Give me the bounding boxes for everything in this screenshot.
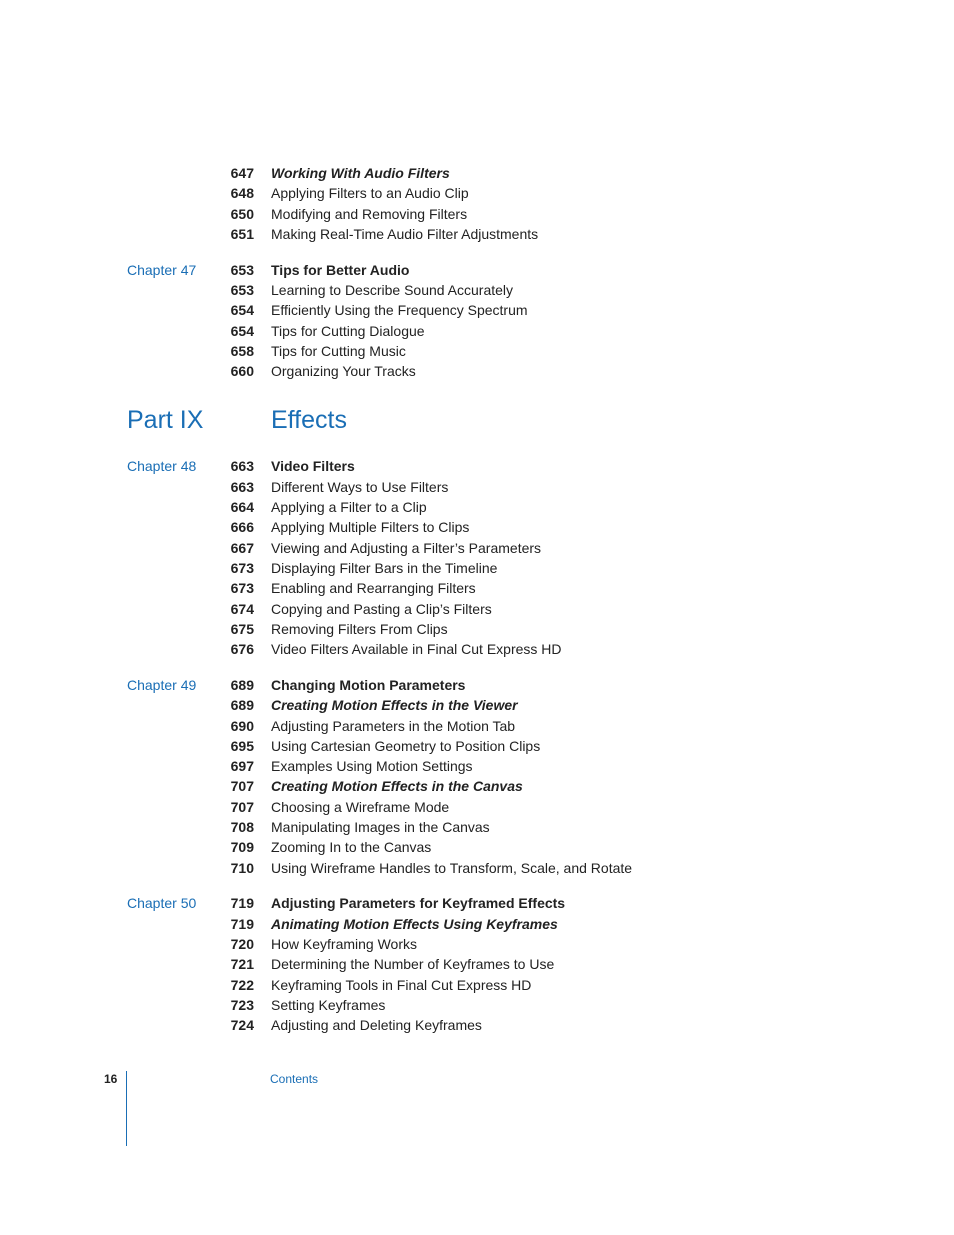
toc-entry[interactable] [0, 776, 954, 796]
toc-entry[interactable] [0, 975, 954, 995]
toc-page-number: 654 [230, 302, 254, 319]
part-label: Part IX [127, 406, 204, 435]
toc-entry[interactable] [0, 163, 954, 183]
toc-entry-title[interactable]: Making Real-Time Audio Filter Adjustments [271, 225, 539, 242]
toc-entry[interactable] [0, 619, 954, 639]
toc-page-number: 722 [230, 976, 254, 993]
part-heading [0, 404, 954, 456]
chapter-group [0, 456, 954, 659]
toc-entry-title[interactable]: Using Cartesian Geometry to Position Clips [271, 737, 541, 754]
toc-page-number: 647 [230, 165, 254, 181]
toc-entry-title[interactable]: Zooming In to the Canvas [271, 839, 432, 856]
toc-entry[interactable] [0, 1015, 954, 1035]
toc-entry-title[interactable]: Manipulating Images in the Canvas [271, 819, 490, 836]
toc-entry[interactable] [0, 300, 954, 320]
chapter-label[interactable]: Chapter 49 [127, 676, 197, 693]
toc-entry-title[interactable]: Tips for Better Audio [271, 261, 410, 278]
toc-page-number: 673 [230, 559, 254, 576]
toc-entry-title[interactable]: Organizing Your Tracks [271, 363, 416, 380]
toc-page-number: 674 [230, 600, 254, 617]
toc-page-number: 673 [230, 580, 254, 597]
toc-entry-title[interactable]: Setting Keyframes [271, 996, 386, 1013]
toc-entry-title[interactable]: Determining the Number of Keyframes to Use [271, 956, 555, 973]
toc-page-number: 723 [230, 996, 254, 1013]
chapter-group [0, 260, 954, 382]
toc-page-number: 664 [230, 499, 254, 516]
toc-page-number: 658 [230, 342, 254, 359]
toc-entry-title[interactable]: Creating Motion Effects in the Viewer [271, 697, 518, 714]
toc-page-number: 709 [230, 839, 254, 856]
toc-page-number: 707 [230, 798, 254, 815]
toc-entry[interactable] [0, 736, 954, 756]
toc-entry[interactable] [0, 914, 954, 934]
toc-entry-title[interactable]: Copying and Pasting a Clip’s Filters [271, 600, 492, 617]
toc-page-number: 697 [230, 758, 254, 775]
toc-entry-title[interactable]: Learning to Describe Sound Accurately [271, 281, 514, 298]
toc-page-number: 708 [230, 819, 254, 836]
toc-page-number: 653 [230, 261, 254, 278]
toc-entry[interactable] [0, 934, 954, 954]
toc-page-number: 719 [230, 915, 254, 932]
chapter-group [0, 893, 954, 1035]
toc-entry-title[interactable]: Adjusting Parameters for Keyframed Effects [271, 895, 566, 912]
toc-entry[interactable] [0, 204, 954, 224]
toc-entry[interactable] [0, 321, 954, 341]
toc-page-number: 653 [230, 281, 254, 298]
toc-entry-title[interactable]: Video Filters Available in Final Cut Express HD [271, 641, 562, 658]
toc-page-number: 675 [230, 620, 254, 637]
toc-page-number: 690 [230, 717, 254, 734]
chapter-label[interactable]: Chapter 47 [127, 261, 197, 278]
toc-entry[interactable] [0, 361, 954, 381]
toc-entry[interactable] [0, 817, 954, 837]
toc-entry-title[interactable]: Different Ways to Use Filters [271, 478, 449, 495]
toc-entry[interactable] [0, 538, 954, 558]
toc-entry[interactable] [0, 224, 954, 244]
toc-entry[interactable] [0, 280, 954, 300]
toc-entry-title[interactable]: Animating Motion Effects Using Keyframes [271, 915, 558, 932]
toc-page-number: 666 [230, 519, 254, 536]
chapter-label[interactable]: Chapter 48 [127, 458, 197, 475]
toc-entry-title[interactable]: Applying a Filter to a Clip [271, 499, 427, 516]
toc-page-number: 707 [230, 778, 254, 795]
toc-entry-title[interactable]: Efficiently Using the Frequency Spectrum [271, 302, 528, 319]
toc-entry[interactable] [0, 183, 954, 203]
toc-entry[interactable] [0, 858, 954, 878]
toc-page-number: 663 [230, 478, 254, 495]
toc-entry-title[interactable]: Choosing a Wireframe Mode [271, 798, 450, 815]
toc-entry[interactable] [0, 260, 954, 280]
toc-entry-title[interactable]: Displaying Filter Bars in the Timeline [271, 559, 498, 576]
toc-entry[interactable] [0, 675, 954, 695]
toc-page-number: 660 [230, 363, 254, 380]
toc-page-number: 724 [230, 1017, 254, 1034]
toc-entry[interactable] [0, 756, 954, 776]
toc-page-number: 689 [230, 676, 254, 693]
toc-page-number: 695 [230, 737, 254, 754]
toc-page-number: 721 [230, 956, 254, 973]
chapter-group [0, 163, 954, 244]
toc-entry[interactable] [0, 893, 954, 913]
spacer [0, 659, 954, 675]
toc-entry-title[interactable]: Adjusting and Deleting Keyframes [271, 1017, 482, 1034]
toc-page-number: 650 [230, 205, 254, 222]
toc-entry-title[interactable]: How Keyframing Works [271, 936, 418, 952]
toc-entry-title[interactable]: Enabling and Rearranging Filters [271, 580, 476, 597]
footer-divider [126, 1071, 127, 1146]
toc-entry-title[interactable]: Working With Audio Filters [271, 165, 450, 181]
chapter-group [0, 675, 954, 878]
toc-entry-title[interactable]: Adjusting Parameters in the Motion Tab [271, 717, 516, 734]
footer-section-label: Contents [270, 1072, 319, 1086]
toc-page-number: 663 [230, 458, 254, 475]
toc-entry[interactable] [0, 954, 954, 974]
spacer [0, 244, 954, 260]
toc-page-number: 719 [230, 895, 254, 912]
toc-entry[interactable] [0, 517, 954, 537]
toc-entry[interactable] [0, 456, 954, 476]
toc-entry[interactable] [0, 558, 954, 578]
chapter-label[interactable]: Chapter 50 [127, 895, 197, 912]
toc-entry-title[interactable]: Video Filters [271, 458, 355, 475]
toc-page-number: 689 [230, 697, 254, 714]
toc-entry-title[interactable]: Viewing and Adjusting a Filter’s Parameters [271, 539, 542, 556]
toc-entry-title[interactable]: Tips for Cutting Dialogue [271, 322, 425, 339]
toc-page-number: 651 [230, 225, 254, 242]
toc-page-number: 648 [230, 185, 254, 202]
toc-entry[interactable] [0, 639, 954, 659]
toc-entry[interactable] [0, 837, 954, 857]
toc-entry[interactable] [0, 599, 954, 619]
toc-entry-title[interactable]: Using Wireframe Handles to Transform, Scale, and Rotate [271, 859, 633, 876]
toc-entry-title[interactable]: Changing Motion Parameters [271, 676, 466, 693]
toc-entry-title[interactable]: Creating Motion Effects in the Canvas [271, 778, 523, 795]
toc-entry-title[interactable]: Removing Filters From Clips [271, 620, 448, 637]
toc-page-number: 667 [230, 539, 254, 556]
toc-page-number: 710 [230, 859, 254, 876]
spacer [0, 381, 954, 404]
toc-entry-title[interactable]: Keyframing Tools in Final Cut Express HD [271, 976, 532, 993]
toc-entry-title[interactable]: Modifying and Removing Filters [271, 205, 468, 222]
toc-entry-title[interactable]: Applying Multiple Filters to Clips [271, 519, 470, 536]
toc-page-number: 676 [230, 641, 254, 658]
toc-entry[interactable] [0, 716, 954, 736]
toc-entry[interactable] [0, 497, 954, 517]
toc-entry[interactable] [0, 797, 954, 817]
toc-entry[interactable] [0, 995, 954, 1015]
toc-page-number: 654 [230, 322, 254, 339]
toc-entry[interactable] [0, 477, 954, 497]
toc-page-number: 720 [230, 936, 254, 952]
toc-entry-title[interactable]: Applying Filters to an Audio Clip [271, 185, 469, 202]
toc-entry-title[interactable]: Examples Using Motion Settings [271, 758, 473, 775]
part-title[interactable]: Effects [271, 406, 347, 435]
page-number: 16 [104, 1072, 118, 1086]
toc-entry[interactable] [0, 341, 954, 361]
spacer [0, 878, 954, 894]
toc-entry-title[interactable]: Tips for Cutting Music [271, 342, 406, 359]
table-of-contents [0, 163, 954, 1035]
toc-entry[interactable] [0, 695, 954, 715]
toc-entry[interactable] [0, 578, 954, 598]
